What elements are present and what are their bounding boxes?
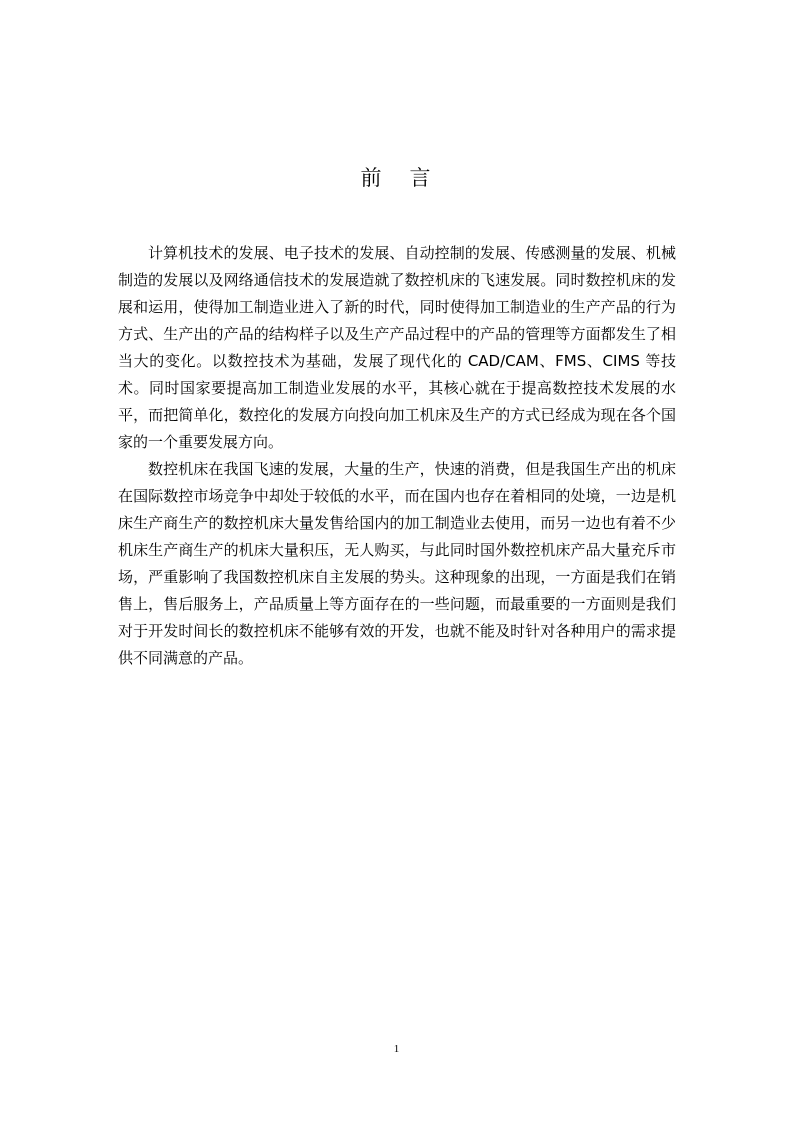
page-number: 1 bbox=[393, 1043, 400, 1055]
paragraph-1: 计算机技术的发展、电子技术的发展、自动控制的发展、传感测量的发展、机械制造的发展以及网络通信技术的发展造就了数控机床的飞速发展。同时数控机床的发展和运用，使得加工制造业进入了新的时代，同时使得加工制造业的生产产品的行为方式、生产出的产品的结构样子以及生产产品过程中的产品的管理等方面都发生了相当大的变化。以数控技术为基础，发展了现代化的 CAD/CAM、FMS、CIMS 等技术。同时国家要提高加工制造业发展的水平，其核心就在于提高数控技术发展的水平，而把简单化，数控化的发展方向投向加工机床及生产的方式已经成为现在各个国家的一个重要发展方向。 bbox=[118, 244, 676, 451]
body-text bbox=[118, 240, 676, 672]
page-title-first-char: 前 bbox=[360, 166, 384, 190]
paragraph-2: 数控机床在我国飞速的发展，大量的生产，快速的消费，但是我国生产出的机床在国际数控市场竞争中却处于较低的水平，而在国内也存在着相同的处境，一边是机床生产商生产的数控机床大量发售给国内的加工制造业去使用，而另一边也有着不少机床生产商生产的机床大量积压，无人购买，与此同时国外数控机床产品大量充斥市场，严重影响了我国数控机床自主发展的势头。这种现象的出现，一方面是我们在销售上，售后服务上，产品质量上等方面存在的一些问题，而最重要的一方面则是我们对于开发时间长的数控机床不能够有效的开发，也就不能及时针对各种用户的需求提供不同满意的产品。 bbox=[118, 460, 676, 667]
page-title bbox=[0, 162, 793, 192]
page-title-second-char: 言 bbox=[409, 166, 433, 190]
